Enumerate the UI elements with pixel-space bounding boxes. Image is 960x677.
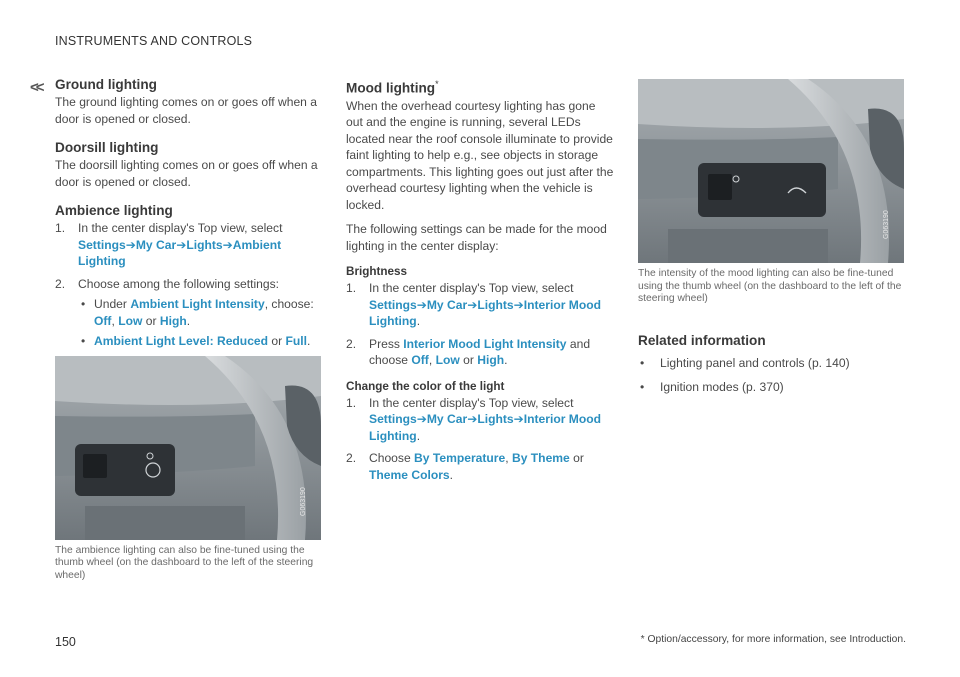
mood-photo-caption: The intensity of the mood lighting can also be fine-tuned using the thumb wheel (on the dashboard to the left of the steering wheel) bbox=[638, 268, 902, 304]
brightness-menu-path: Settings➔My Car➔Lights➔Interior Mood Lighting bbox=[369, 297, 602, 329]
brightness-heading: Brightness bbox=[346, 265, 408, 279]
brightness-steps bbox=[346, 280, 614, 369]
related-info-heading: Related information bbox=[638, 332, 766, 348]
photo-code: G063190 bbox=[300, 486, 307, 516]
color-heading: Change the color of the light bbox=[346, 379, 505, 393]
ambience-menu-path: Settings➔My Car➔Lights➔Ambient Lighting bbox=[78, 237, 282, 268]
step-text: Choose among the following settings: bbox=[78, 276, 280, 291]
related-link-lighting[interactable]: • Lighting panel and controls (p. 140) bbox=[638, 355, 906, 371]
column-right bbox=[638, 79, 906, 403]
color-menu-path: Settings➔My Car➔Lights➔Interior Mood Lighting bbox=[369, 412, 602, 443]
ambience-photo bbox=[55, 356, 321, 540]
mood-photo bbox=[638, 79, 904, 263]
mood-intro: When the overhead courtesy lighting has gone out and the engine is running, several LEDs located near the roof console illuminate to provide faint lighting to help e.g., see objects in storage compartments. This lighting goes out just after the overhead courtesy lighting when the vehicle is locked. bbox=[346, 98, 614, 212]
doorsill-lighting-text: The doorsill lighting comes on or goes off when a door is opened or closed. bbox=[55, 158, 318, 189]
ground-lighting-text: The ground lighting comes on or goes off when a door is opened or closed. bbox=[55, 95, 317, 126]
mood-intro-2: The following settings can be made for the mood lighting in the center display: bbox=[346, 222, 607, 253]
running-header: INSTRUMENTS AND CONTROLS bbox=[55, 34, 253, 48]
ambience-step-1: 1. In the center display's Top view, select Settings➔My Car➔Lights➔Ambient Lighting bbox=[55, 221, 283, 268]
column-middle bbox=[346, 76, 614, 489]
ground-lighting-heading: Ground lighting bbox=[55, 77, 157, 92]
column-left bbox=[55, 76, 323, 582]
dashboard-switch-illustration bbox=[55, 356, 321, 540]
step-text: In the center display's Top view, select bbox=[78, 221, 283, 235]
ambience-lighting-heading: Ambience lighting bbox=[55, 203, 173, 218]
continued-marker: << bbox=[30, 79, 42, 96]
page-number: 150 bbox=[55, 635, 76, 649]
color-step-1: 1. In the center display's Top view, select Settings➔My Car➔Lights➔Interior Mood Lighting. bbox=[346, 395, 602, 443]
color-steps bbox=[346, 395, 614, 484]
related-link-ignition[interactable]: • Ignition modes (p. 370) bbox=[638, 379, 906, 395]
mood-lighting-heading: Mood lighting* bbox=[346, 79, 439, 96]
doorsill-lighting-heading: Doorsill lighting bbox=[55, 140, 159, 155]
color-step-2: 2. Choose By Temperature, By Theme or Theme Colors. bbox=[346, 451, 584, 482]
photo-code: G063190 bbox=[883, 210, 890, 239]
ambience-step-2: 2. Choose among the following settings: • Under Ambient Light Intensity, choose: Off, Low or High. • Ambient Light Level: Reduced or Full. bbox=[55, 276, 323, 350]
brightness-step-2: 2. Press Interior Mood Light Intensity and choose Off, Low or High. bbox=[346, 336, 591, 368]
ambience-option-intensity: • Under Ambient Light Intensity, choose: Off, Low or High. bbox=[78, 296, 323, 329]
dashboard-switch-illustration-2 bbox=[638, 79, 904, 263]
ambience-steps bbox=[55, 220, 323, 350]
ambience-photo-caption: The ambience lighting can also be fine-tuned using the thumb wheel (on the dashboard to the left of the steering wheel) bbox=[55, 544, 314, 581]
brightness-step-1: 1. In the center display's Top view, select Settings➔My Car➔Lights➔Interior Mood Lighting. bbox=[346, 281, 602, 329]
footnote: * Option/accessory, for more information, see Introduction. bbox=[640, 634, 906, 645]
ambience-option-level: • Ambient Light Level: Reduced or Full. bbox=[78, 333, 323, 350]
